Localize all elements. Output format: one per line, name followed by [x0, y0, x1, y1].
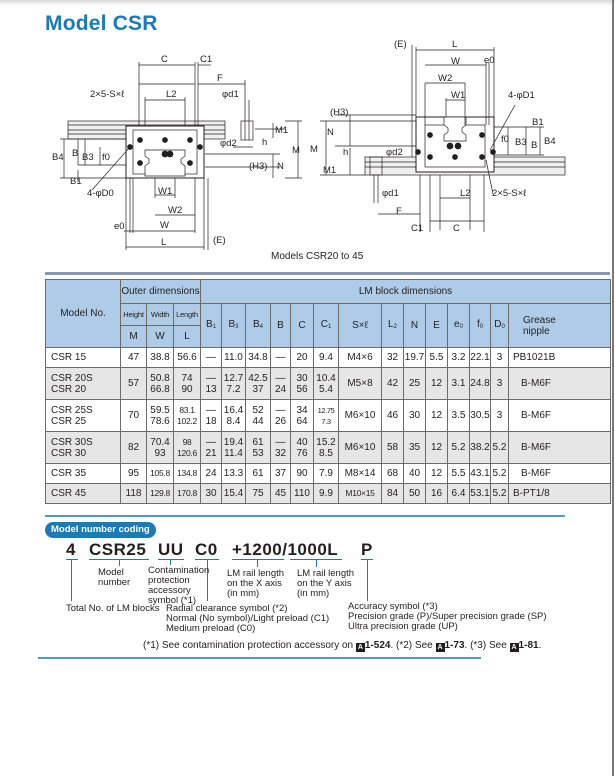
- cell-SxL: M5×8: [339, 368, 382, 400]
- cell-C1: 12.75 7.3: [314, 400, 339, 432]
- table-row: [46, 348, 611, 368]
- cell-B: —: [271, 348, 291, 368]
- note-x-axis: LM rail length on the X axis (in mm): [227, 568, 285, 599]
- dim-label-B: B: [531, 140, 538, 151]
- code-part-model: CSR25: [89, 540, 147, 559]
- cell-W: 70.4 93: [147, 432, 174, 464]
- dim-label-B3: B3: [82, 152, 94, 163]
- dim-label-d2: φd2: [220, 138, 237, 149]
- cell-model: CSR 25S CSR 25: [46, 400, 121, 432]
- cell-C1: 15.2 8.5: [314, 432, 339, 464]
- cell-L: 98 120.6: [174, 432, 201, 464]
- cell-B4: 75: [246, 484, 271, 504]
- dim-label-D1: 4-φD1: [508, 90, 535, 101]
- code-part-count: 4: [66, 540, 76, 559]
- connector-x-length: [257, 559, 258, 567]
- cell-E: 12: [426, 464, 448, 484]
- header-length: Length: [174, 304, 201, 326]
- code-part-rail-length: +1200/1000L: [232, 540, 339, 559]
- dim-label-f0: f0: [102, 152, 110, 163]
- dim-label-C1: C1: [200, 54, 213, 65]
- cell-L: 56.6: [174, 348, 201, 368]
- cell-f0: 43.1: [470, 464, 491, 484]
- diagram-caption: Models CSR20 to 45: [271, 251, 364, 262]
- cell-model: CSR 45: [46, 484, 121, 504]
- dim-label-F: F: [396, 206, 402, 217]
- cell-B: 45: [271, 484, 291, 504]
- cell-f0: 38.2: [470, 432, 491, 464]
- cell-B4: 61 53: [246, 432, 271, 464]
- cell-L2: 84: [382, 484, 404, 504]
- cell-D0: 5.2: [491, 432, 509, 464]
- model-number-coding-badge: Model number coding: [45, 522, 156, 538]
- header-N: N: [404, 304, 426, 348]
- footnote-references: (*1) See contamination protection accessory on A 1-524. (*2) See A 1-73. (*3) See A 1-81.: [143, 640, 542, 651]
- dim-label-B4: B4: [52, 152, 64, 163]
- header-W: W: [147, 326, 174, 348]
- cell-M: 82: [121, 432, 147, 464]
- dim-label-h: h: [343, 147, 349, 158]
- ref-link-1-81: 1-81: [518, 640, 539, 651]
- dim-label-W2: W2: [438, 73, 453, 84]
- cell-N: 50: [404, 484, 426, 504]
- spec-table: [45, 279, 611, 504]
- cell-grease-nipple: B-PT1/8: [509, 484, 611, 504]
- header-L2: $L_2$: [382, 304, 404, 348]
- cell-D0: 5.2: [491, 464, 509, 484]
- cell-N: 30: [404, 400, 426, 432]
- cell-grease-nipple: B-M6F: [509, 400, 611, 432]
- cell-e0: 5.5: [448, 464, 470, 484]
- cell-B4: 42.5 37: [246, 368, 271, 400]
- cell-D0: 3: [491, 368, 509, 400]
- page-title: Model CSR: [45, 12, 158, 35]
- cell-B3: 12.7 7.2: [222, 368, 246, 400]
- cell-B1: — 21: [201, 432, 222, 464]
- cell-M: 57: [121, 368, 147, 400]
- cell-grease-nipple: B-M6F: [509, 432, 611, 464]
- dim-label-h: h: [262, 137, 268, 148]
- cell-C: 20: [291, 348, 314, 368]
- cell-SxL: M4×6: [339, 348, 382, 368]
- header-C: C: [291, 304, 314, 348]
- cell-W: 59.5 78.6: [147, 400, 174, 432]
- cell-f0: 30.5: [470, 400, 491, 432]
- dim-label-N: N: [277, 161, 284, 172]
- header-grease-nipple: Grease nipple: [509, 304, 611, 348]
- cell-B: — 24: [271, 368, 291, 400]
- table-row: [46, 484, 611, 504]
- dim-label-B1: B1: [532, 117, 544, 128]
- cell-L: 74 90: [174, 368, 201, 400]
- cell-W: 105.8: [147, 464, 174, 484]
- header-SxL: S×ℓ: [339, 304, 382, 348]
- cell-f0: 53.1: [470, 484, 491, 504]
- cell-B4: 52 44: [246, 400, 271, 432]
- dim-label-E: (E): [213, 235, 226, 246]
- catalog-ref-icon: A: [511, 644, 517, 651]
- cell-SxL: M8×14: [339, 464, 382, 484]
- cell-e0: 5.2: [448, 432, 470, 464]
- cell-L: 134.8: [174, 464, 201, 484]
- ref-link-1-524: 1-524: [364, 640, 391, 651]
- cell-f0: 22.1: [470, 348, 491, 368]
- cell-L2: 32: [382, 348, 404, 368]
- cell-SxL: M6×10: [339, 400, 382, 432]
- dim-label-W: W: [160, 220, 169, 231]
- underline-contamination: [158, 559, 184, 560]
- divider-bottom: [38, 657, 481, 659]
- cell-e0: 3.5: [448, 400, 470, 432]
- header-B4: $B_4$: [246, 304, 271, 348]
- cell-M: 70: [121, 400, 147, 432]
- cell-L2: 58: [382, 432, 404, 464]
- note-contamination: Contamination protection accessory symbol (*1): [148, 565, 210, 606]
- diagram-right-side-view: [310, 35, 575, 235]
- cell-C: 34 64: [291, 400, 314, 432]
- code-part-clearance: C0: [195, 540, 218, 559]
- header-lm-block-dimensions: LM block dimensions: [201, 280, 611, 304]
- cell-B: 37: [271, 464, 291, 484]
- cell-model: CSR 20S CSR 20: [46, 368, 121, 400]
- dim-label-B3: B3: [515, 137, 527, 148]
- dim-label-M1: M1: [323, 165, 337, 176]
- cell-E: 16: [426, 484, 448, 504]
- cell-C: 30 56: [291, 368, 314, 400]
- dim-label-L2: L2: [166, 89, 177, 100]
- cell-SxL: M6×10: [339, 432, 382, 464]
- cell-B: — 26: [271, 400, 291, 432]
- dim-label-W: W: [451, 56, 460, 67]
- cell-L2: 42: [382, 368, 404, 400]
- dim-label-B4: B4: [544, 136, 556, 147]
- table-row: [46, 464, 611, 484]
- dim-label-M: M: [292, 145, 300, 156]
- header-model-no: Model No.: [46, 280, 121, 348]
- note-accuracy: Accuracy symbol (*3) Precision grade (P)/Super precision grade (SP) Ultra precision grade (UP): [348, 601, 547, 632]
- cell-N: 25: [404, 368, 426, 400]
- cell-grease-nipple: B-M6F: [509, 368, 611, 400]
- dim-label-W2: W2: [168, 205, 183, 216]
- note-y-axis: LM rail length on the Y axis (in mm): [297, 568, 355, 599]
- dim-label-M: M: [310, 144, 318, 155]
- note-radial-clearance: Radial clearance symbol (*2) Normal (No symbol)/Light preload (C1) Medium preload (C0): [166, 603, 330, 634]
- header-M: M: [121, 326, 147, 348]
- cell-f0: 24.8: [470, 368, 491, 400]
- cell-C: 40 76: [291, 432, 314, 464]
- connector-model: [119, 559, 120, 566]
- dim-label-B1: B1: [70, 176, 82, 187]
- header-C1: $C_1$: [314, 304, 339, 348]
- header-width: Width: [147, 304, 174, 326]
- note-model-number: Model number: [98, 567, 131, 588]
- cell-B3: 19.4 11.4: [222, 432, 246, 464]
- cell-B4: 61: [246, 464, 271, 484]
- cell-D0: 3: [491, 348, 509, 368]
- cell-W: 38.8: [147, 348, 174, 368]
- cell-e0: 3.2: [448, 348, 470, 368]
- cell-SxL: M10×15: [339, 484, 382, 504]
- cell-L: 83.1 102.2: [174, 400, 201, 432]
- cell-N: 35: [404, 432, 426, 464]
- connector-count: [71, 559, 72, 601]
- dim-label-F: F: [217, 73, 223, 84]
- cell-B: — 32: [271, 432, 291, 464]
- dim-label-M1: M1: [275, 125, 289, 136]
- cell-C: 90: [291, 464, 314, 484]
- dim-label-H3: (H3): [330, 107, 349, 118]
- cell-B4: 34.8: [246, 348, 271, 368]
- cell-B1: —: [201, 348, 222, 368]
- cell-W: 50.8 66.8: [147, 368, 174, 400]
- cell-B3: 16.4 8.4: [222, 400, 246, 432]
- cell-grease-nipple: PB1021B: [509, 348, 611, 368]
- catalog-ref-icon: A: [437, 644, 443, 651]
- cell-grease-nipple: B-M6F: [509, 464, 611, 484]
- cell-C1: 7.9: [314, 464, 339, 484]
- divider-coding: [45, 515, 565, 517]
- table-row: [46, 368, 611, 400]
- cell-B3: 13.3: [222, 464, 246, 484]
- cell-L: 170.8: [174, 484, 201, 504]
- cell-model: CSR 35: [46, 464, 121, 484]
- header-outer-dimensions: Outer dimensions: [121, 280, 201, 304]
- header-e0: $e_0$: [448, 304, 470, 348]
- cell-W: 129.8: [147, 484, 174, 504]
- cell-L2: 68: [382, 464, 404, 484]
- underline-count: [66, 559, 78, 560]
- header-B1: $B_1$: [201, 304, 222, 348]
- cell-M: 95: [121, 464, 147, 484]
- cell-E: 12: [426, 368, 448, 400]
- cell-B1: — 18: [201, 400, 222, 432]
- dim-label-L: L: [161, 237, 167, 248]
- cell-B3: 11.0: [222, 348, 246, 368]
- cell-e0: 3.1: [448, 368, 470, 400]
- cell-N: 19.7: [404, 348, 426, 368]
- table-row: [46, 432, 611, 464]
- header-B3: $B_3$: [222, 304, 246, 348]
- underline-x-length: [232, 559, 284, 560]
- cell-L2: 46: [382, 400, 404, 432]
- cell-e0: 6.4: [448, 484, 470, 504]
- dim-label-W1: W1: [451, 90, 466, 101]
- dim-label-tap: 2×5-S×ℓ: [492, 188, 527, 199]
- page-top-shadow: [0, 0, 615, 6]
- cell-B1: 30: [201, 484, 222, 504]
- connector-y-length: [316, 559, 317, 567]
- cell-N: 40: [404, 464, 426, 484]
- header-D0: $D_0$: [491, 304, 509, 348]
- header-height: Height: [121, 304, 147, 326]
- code-part-accuracy: P: [361, 540, 373, 559]
- dim-label-d2: φd2: [386, 147, 403, 158]
- cell-B1: 24: [201, 464, 222, 484]
- connector-accuracy: [367, 559, 368, 601]
- cell-D0: 5.2: [491, 484, 509, 504]
- cell-C1: 9.9: [314, 484, 339, 504]
- cell-E: 12: [426, 400, 448, 432]
- dim-label-N: N: [327, 127, 334, 138]
- cell-C1: 10.4 5.4: [314, 368, 339, 400]
- dim-label-H3: (H3): [249, 161, 268, 172]
- ref-link-1-73: 1-73: [444, 640, 465, 651]
- dim-label-d1: φd1: [382, 188, 399, 199]
- diagram-left-side-view: [40, 50, 305, 250]
- dim-label-d1: φd1: [222, 89, 239, 100]
- dim-label-L2: L2: [460, 188, 471, 199]
- cell-B1: — 13: [201, 368, 222, 400]
- cell-C1: 9.4: [314, 348, 339, 368]
- cell-D0: 3: [491, 400, 509, 432]
- code-part-contamination: UU: [158, 540, 184, 559]
- dim-label-C1: C1: [411, 223, 424, 234]
- dim-label-e0: e0: [114, 221, 125, 232]
- dim-label-C: C: [161, 54, 168, 65]
- cell-C: 110: [291, 484, 314, 504]
- header-E: E: [426, 304, 448, 348]
- dim-label-L: L: [452, 39, 458, 50]
- dim-label-e0: e0: [484, 55, 495, 66]
- table-row: [46, 400, 611, 432]
- dim-label-tap: 2×5-S×ℓ: [90, 89, 125, 100]
- divider-top: [45, 272, 610, 275]
- cell-E: 12: [426, 432, 448, 464]
- header-L: L: [174, 326, 201, 348]
- dim-label-D0: 4-φD0: [87, 188, 114, 199]
- dim-label-f0: f0: [501, 134, 509, 145]
- cell-model: CSR 30S CSR 30: [46, 432, 121, 464]
- dim-label-C: C: [453, 223, 460, 234]
- dim-label-W1: W1: [158, 186, 173, 197]
- note-total-blocks: Total No. of LM blocks: [66, 603, 160, 614]
- cell-model: CSR 15: [46, 348, 121, 368]
- cell-M: 47: [121, 348, 147, 368]
- dim-label-B: B: [72, 148, 79, 159]
- cell-M: 118: [121, 484, 147, 504]
- header-f0: $f_0$: [470, 304, 491, 348]
- cell-E: 5.5: [426, 348, 448, 368]
- dim-label-E: (E): [394, 39, 407, 50]
- header-B: B: [271, 304, 291, 348]
- page-right-edge: [612, 0, 614, 776]
- cell-B3: 15.4: [222, 484, 246, 504]
- catalog-ref-icon: A: [357, 644, 363, 651]
